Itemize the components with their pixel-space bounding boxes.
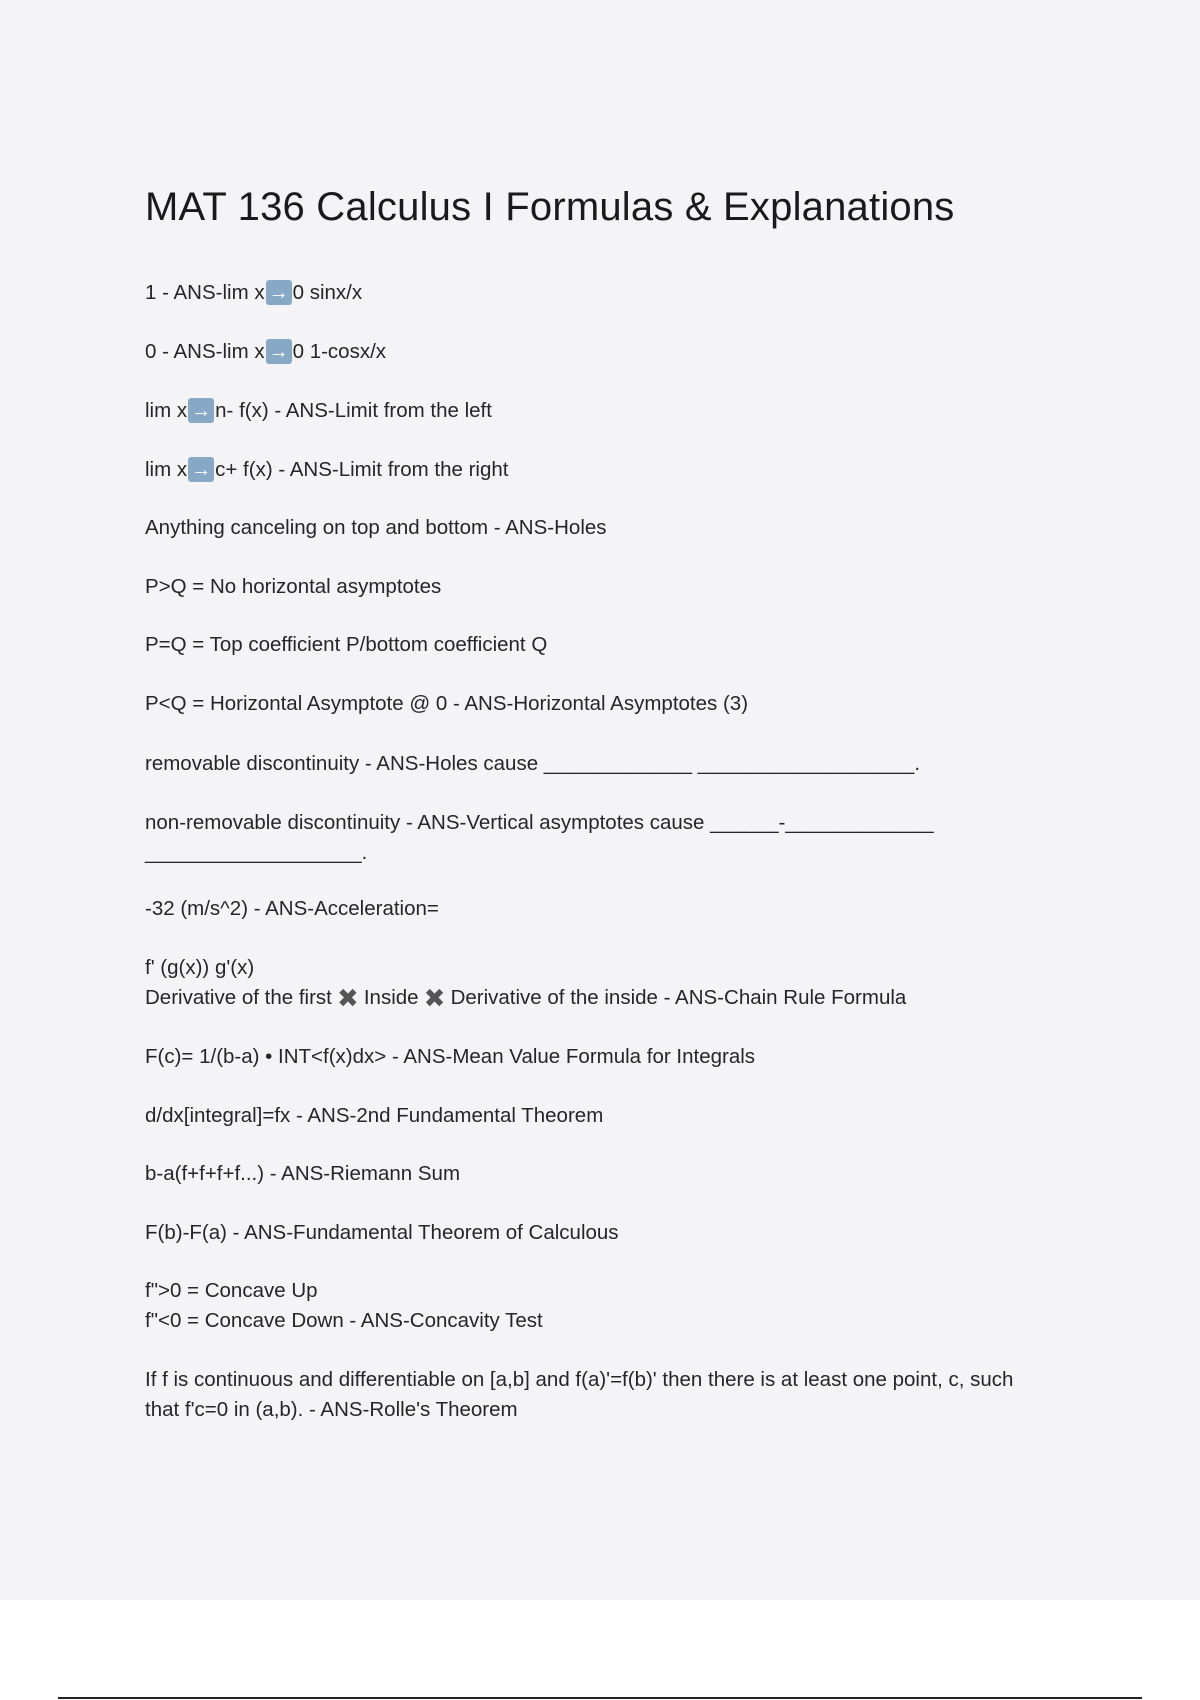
entry-p-equals-q: P=Q = Top coefficient P/bottom coefficient Q: [145, 633, 548, 656]
entry-line: If f is continuous and differentiable on [a,b] and f(a)'=f(b)' then there is at least one point, c, such: [145, 1368, 1014, 1391]
entry-line: non-removable discontinuity - ANS-Vertical asymptotes cause ______-_____________: [145, 811, 934, 834]
entry-text: 0 sinx/x: [292, 281, 363, 304]
entry-text: Derivative of the inside - ANS-Chain Rule Formula: [450, 986, 907, 1009]
right-arrow-icon: [188, 457, 214, 482]
entry-chain-rule: [145, 953, 1095, 1013]
entry-riemann-sum: b-a(f+f+f+f...) - ANS-Riemann Sum: [145, 1162, 461, 1185]
multiply-icon: ✖: [423, 983, 446, 1013]
entry-limit-sinx: [145, 278, 1095, 308]
page-divider: [58, 1697, 1142, 1699]
entry-limit-left: [145, 396, 1095, 426]
entry-concavity-test: [145, 1276, 1095, 1336]
entry-text: lim x: [145, 399, 188, 422]
entry-text: 1 - ANS-lim x: [145, 281, 265, 304]
entry-text: Inside: [363, 986, 419, 1009]
entry-line: [145, 983, 1095, 1013]
entry-limit-cosx: [145, 337, 1095, 367]
entry-removable-discontinuity: removable discontinuity - ANS-Holes cause _____________ ___________________.: [145, 752, 921, 775]
entry-text: 0 1-cosx/x: [292, 340, 387, 363]
page-title: MAT 136 Calculus I Formulas & Explanations: [145, 185, 955, 229]
multiply-icon: ✖: [336, 983, 359, 1013]
entry-text: n- f(x) - ANS-Limit from the left: [215, 399, 492, 422]
right-arrow-icon: [266, 280, 292, 305]
entry-text: c+ f(x) - ANS-Limit from the right: [215, 458, 509, 481]
entry-text: 0 - ANS-lim x: [145, 340, 265, 363]
entry-line: f">0 = Concave Up: [145, 1279, 318, 1302]
entry-non-removable-discontinuity: [145, 808, 1095, 868]
entry-line: f"<0 = Concave Down - ANS-Concavity Test: [145, 1309, 543, 1332]
entry-line: ___________________.: [145, 841, 368, 864]
entry-2nd-fundamental-theorem: d/dx[integral]=fx - ANS-2nd Fundamental Theorem: [145, 1104, 604, 1127]
right-arrow-icon: [266, 339, 292, 364]
entry-rolles-theorem: [145, 1365, 1095, 1425]
entry-acceleration: -32 (m/s^2) - ANS-Acceleration=: [145, 897, 439, 920]
right-arrow-icon: [188, 398, 214, 423]
entry-p-greater-q: P>Q = No horizontal asymptotes: [145, 575, 442, 598]
entry-line: f' (g(x)) g'(x): [145, 956, 255, 979]
entry-line: that f'c=0 in (a,b). - ANS-Rolle's Theorem: [145, 1398, 518, 1421]
entry-holes: Anything canceling on top and bottom - ANS-Holes: [145, 516, 607, 539]
entry-text: lim x: [145, 458, 188, 481]
entry-text: Derivative of the first: [145, 986, 332, 1009]
entry-mean-value-integrals: F(c)= 1/(b-a) • INT<f(x)dx> - ANS-Mean Value Formula for Integrals: [145, 1045, 756, 1068]
entry-p-less-q: P<Q = Horizontal Asymptote @ 0 - ANS-Horizontal Asymptotes (3): [145, 692, 749, 715]
entry-fundamental-theorem: F(b)-F(a) - ANS-Fundamental Theorem of Calculous: [145, 1221, 619, 1244]
entry-limit-right: [145, 455, 1095, 485]
